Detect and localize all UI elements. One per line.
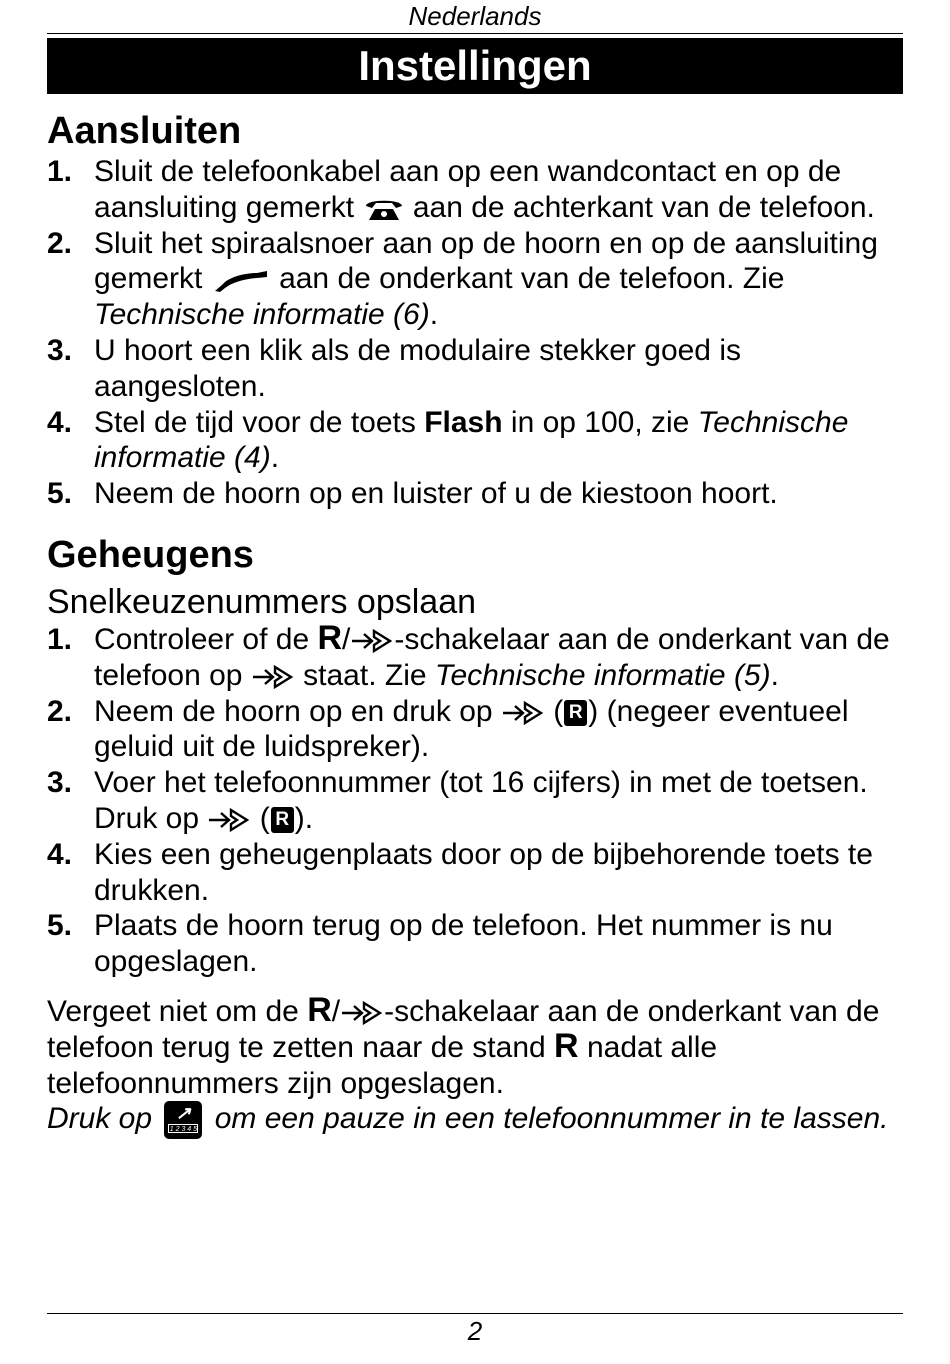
store-arrow-icon <box>501 700 545 726</box>
top-divider <box>47 33 903 34</box>
r-key-icon: R <box>564 700 587 726</box>
step-number: 3. <box>47 333 73 367</box>
main-content <box>47 108 907 1139</box>
list-item: 1. Sluit de telefoonkabel aan op een wandcontact en op de aansluiting gemerkt aan de achterkant van de telefoon. <box>47 155 875 224</box>
section-heading-geheugens: Geheugens <box>47 533 254 576</box>
redial-r-glyph: R <box>317 618 343 657</box>
list-item: 4. Stel de tijd voor de toets Flash in op 100, zie Technische informatie (4). <box>47 405 849 475</box>
list-item: 5. Plaats de hoorn terug op de telefoon. Het nummer is nu opgeslagen. <box>47 909 833 979</box>
section-heading-aansluiten: Aansluiten <box>47 110 242 152</box>
step-number: 2. <box>47 694 73 728</box>
list-item: 2. Sluit het spiraalsnoer aan op de hoorn en op de aansluiting gemerkt aan de onderkant van de telefoon. Zie Technische informatie (6). <box>47 226 878 332</box>
geheugens-steps <box>47 618 907 980</box>
aansluiten-steps <box>47 154 907 512</box>
step-number: 5. <box>47 909 73 943</box>
step-number: 4. <box>47 405 73 439</box>
list-item: 3. Voer het telefoonnummer (tot 16 cijfers) in met de toetsen. Druk op ( R ). <box>47 766 868 835</box>
page-number: 2 <box>467 1316 483 1346</box>
step-number: 5. <box>47 477 73 511</box>
subheading-snelkeuze: Snelkeuzenummers opslaan <box>47 582 477 621</box>
reset-switch-note: Vergeet niet om de R/ -schakelaar aan de onderkant van de telefoon terug te zetten naar de stand R nadat alle telefoonnummers zijn opgeslagen. <box>47 990 880 1100</box>
handset-icon <box>211 267 271 293</box>
telephone-icon <box>363 196 405 222</box>
store-arrow-icon <box>207 807 251 833</box>
store-arrow-icon <box>340 1000 384 1026</box>
redial-r-glyph: R <box>307 990 332 1029</box>
page-title: Instellingen <box>47 38 903 94</box>
store-arrow-icon <box>350 628 394 654</box>
header-language: Nederlands <box>408 1 542 31</box>
pause-note: Druk op ↗ 1 2 3 4 5 om een pauze in een telefoonnummer in te lassen. <box>47 1101 907 1139</box>
step-number: 4. <box>47 837 73 871</box>
redial-r-glyph: R <box>554 1026 579 1065</box>
step-number: 1. <box>47 622 73 656</box>
pause-key-icon: ↗ 1 2 3 4 5 <box>164 1101 202 1139</box>
r-key-icon: R <box>271 807 294 833</box>
bottom-divider <box>47 1313 903 1314</box>
step-number: 3. <box>47 766 73 800</box>
list-item: 2. Neem de hoorn op en druk op ( R ) (negeer eventueel geluid uit de luidspreker). <box>47 694 849 764</box>
list-item: 4. Kies een geheugenplaats door op de bijbehorende toets te drukken. <box>47 837 873 907</box>
store-arrow-icon <box>251 664 295 690</box>
list-item: 5. Neem de hoorn op en luister of u de kiestoon hoort. <box>47 477 778 511</box>
list-item: 1. Controleer of de R/ -schakelaar aan de onderkant van de telefoon op staat. Zie Technische informatie (5). <box>47 618 890 692</box>
list-item: 3. U hoort een klik als de modulaire stekker goed is aangesloten. <box>47 333 741 403</box>
step-number: 2. <box>47 226 73 260</box>
step-number: 1. <box>47 155 73 188</box>
